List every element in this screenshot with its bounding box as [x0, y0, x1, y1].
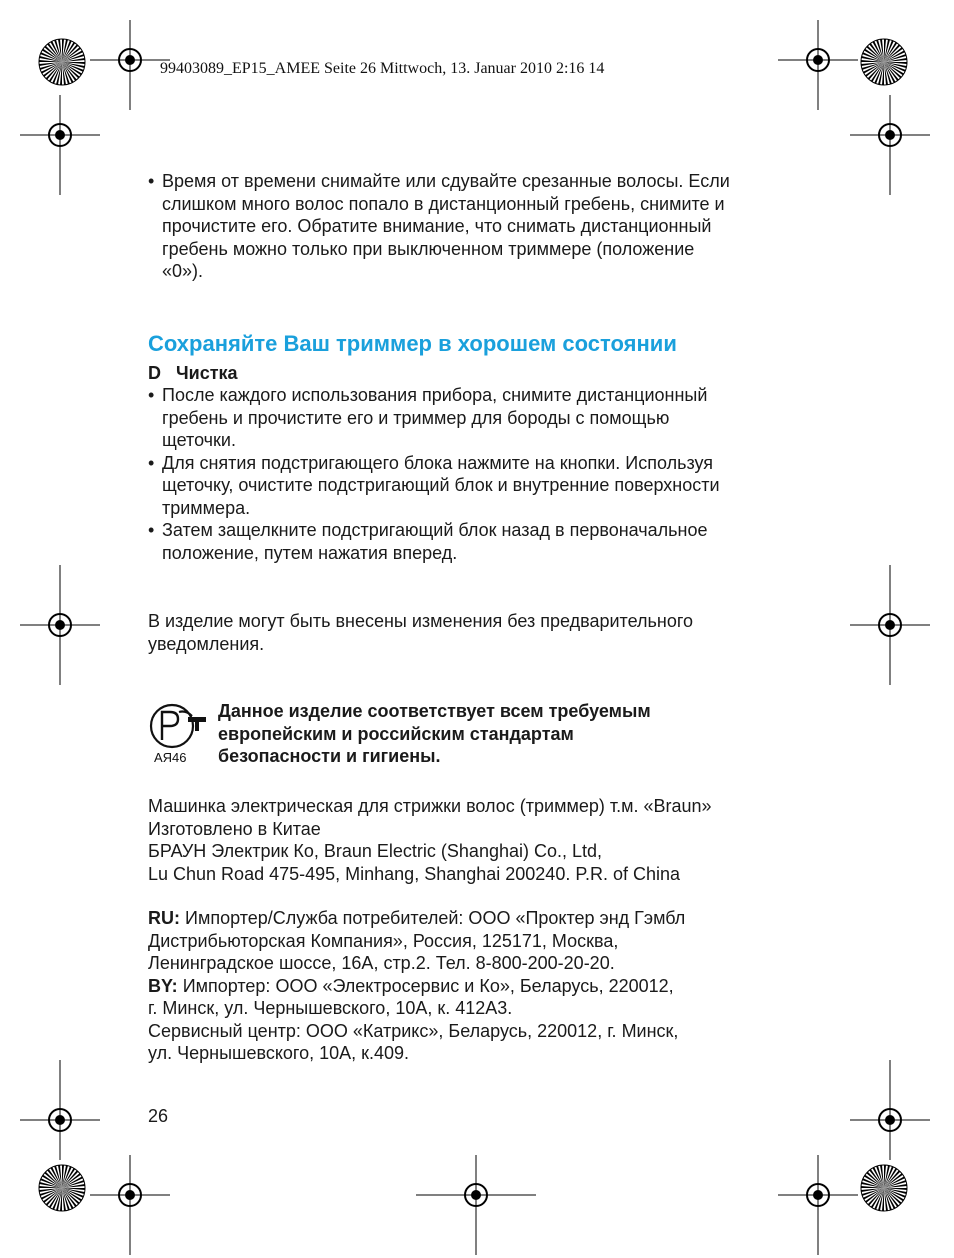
registration-mark-icon [850, 565, 930, 685]
bullet-line: гребень и прочистите его и триммер для бороды с помощью [162, 407, 670, 428]
bullet-line: Для снятия подстригающего блока нажмите на кнопки. Используя [162, 452, 714, 473]
certification-text [218, 700, 651, 768]
importer-line: ул. Чернышевского, 10А, к.409. [148, 1043, 410, 1063]
registration-mark-icon [20, 565, 100, 685]
importer-line: Сервисный центр: ООО «Катрикс», Беларусь, 220012, г. Минск, [148, 1020, 679, 1041]
change-notice [148, 610, 828, 655]
star-target-icon [38, 1164, 86, 1212]
figure-letter: D [148, 362, 161, 383]
manufacturer-line: Машинка электрическая для стрижки волос (триммер) т.м. «Braun» [148, 796, 712, 816]
pct-certification-logo [148, 700, 210, 766]
bullet-line: гребень можно только при выключенном триммере (положение [162, 238, 695, 259]
certification-code: АЯ46 [154, 750, 187, 765]
importer-line: г. Минск, ул. Чернышевского, 10А, к. 412А3. [148, 998, 513, 1018]
importer-line: Ленинградское шоссе, 16А, стр.2. Тел. 8-800-200-20-20. [148, 953, 615, 973]
certification-block [148, 700, 828, 770]
star-target-icon [38, 38, 86, 86]
star-target-icon [860, 1164, 908, 1212]
section-title: Сохраняйте Ваш триммер в хорошем состоянии [148, 330, 677, 356]
bullet-line: После каждого использования прибора, снимите дистанционный [162, 385, 708, 405]
registration-mark-icon [850, 1060, 930, 1160]
manufacturer-line: Lu Chun Road 475-495, Minhang, Shanghai 200240. P.R. of China [148, 863, 681, 884]
bullet-dot: • [148, 452, 155, 473]
bullet-dot: • [148, 171, 155, 191]
ru-label: RU: [148, 908, 180, 928]
importer-info [148, 907, 828, 1065]
bullet-line: слишком много волос попало в дистанционный гребень, снимите и [162, 193, 725, 214]
page-content [148, 170, 828, 1065]
registration-mark-icon [778, 1155, 858, 1255]
bullet-line: прочистите его. Обратите внимание, что снимать дистанционный [162, 216, 712, 236]
cleaning-bullet [148, 452, 828, 520]
bullet-dot: • [148, 520, 155, 540]
manufacturer-info [148, 795, 828, 885]
cleaning-heading-text: Чистка [176, 362, 238, 383]
ru-text: Импортер/Служба потребителей: ООО «Проктер энд Гэмбл [185, 908, 686, 928]
print-header: 99403089_EP15_AMEE Seite 26 Mittwoch, 13. Januar 2010 2:16 14 [160, 60, 605, 77]
bullet-line: щеточки. [162, 430, 236, 450]
importer-line: Дистрибьюторская Компания», Россия, 125171, Москва, [148, 930, 619, 951]
intro-bullet [148, 170, 828, 283]
bullet-line: положение, путем нажатия вперед. [162, 542, 458, 563]
cert-line: Данное изделие соответствует всем требуемым [218, 701, 651, 721]
cleaning-heading [148, 362, 828, 385]
bullet-line: щеточку, очистите подстригающий блок и внутренние поверхности [162, 475, 720, 495]
cleaning-bullet [148, 384, 828, 452]
registration-mark-icon [90, 10, 170, 110]
bullet-line: триммера. [162, 497, 251, 518]
bullet-line: Затем защелкните подстригающий блок назад в первоначальное [162, 520, 708, 540]
manufacturer-line: БРАУН Электрик Ко, Braun Electric (Shanghai) Co., Ltd, [148, 841, 603, 861]
by-text: Импортер: ООО «Электросервис и Ко», Беларусь, 220012, [182, 975, 674, 996]
cleaning-bullet [148, 519, 828, 564]
by-label: BY: [148, 975, 178, 996]
manufacturer-line: Изготовлено в Китае [148, 818, 321, 839]
bullet-line: Время от времени снимайте или сдувайте срезанные волосы. Если [162, 171, 730, 191]
importer-ru-line [148, 907, 828, 930]
registration-mark-icon [90, 1155, 170, 1255]
registration-mark-icon [20, 95, 100, 195]
importer-by-line [148, 975, 828, 998]
registration-mark-icon [778, 10, 858, 110]
notice-line: В изделие могут быть внесены изменения без предварительного [148, 611, 694, 631]
registration-mark-icon [20, 1060, 100, 1160]
star-target-icon [860, 38, 908, 86]
bullet-dot: • [148, 385, 155, 405]
page-number: 26 [148, 1106, 169, 1126]
registration-mark-icon [416, 1155, 536, 1255]
notice-line: уведомления. [148, 633, 265, 654]
cert-line: безопасности и гигиены. [218, 746, 441, 766]
cert-line: европейским и российским стандартам [218, 723, 574, 744]
bullet-line: «0»). [162, 261, 204, 281]
registration-mark-icon [850, 95, 930, 195]
